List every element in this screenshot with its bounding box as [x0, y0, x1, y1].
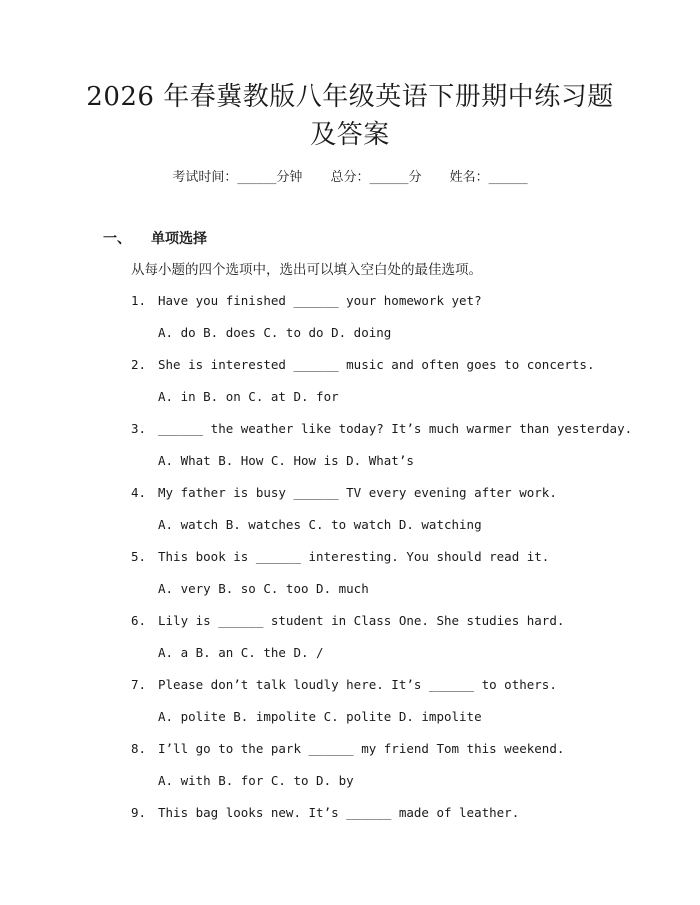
- question-number: 1.: [131, 293, 147, 308]
- question-text: This book is ______ interesting. You should read it.: [158, 549, 550, 564]
- question-number: 3.: [131, 421, 147, 436]
- question-number: 2.: [131, 357, 147, 372]
- question-options: A. watch B. watches C. to watch D. watching: [158, 517, 482, 532]
- question-item: [131, 675, 671, 707]
- question-text: This bag looks new. It’s ______ made of leather.: [158, 805, 520, 820]
- question-options: A. do B. does C. to do D. doing: [158, 325, 392, 340]
- section-heading: [103, 229, 207, 249]
- section-title: 单项选择: [151, 231, 207, 247]
- question-number: 9.: [131, 805, 147, 820]
- question-item: [131, 547, 671, 579]
- title-line-1: 2026 年春冀教版八年级英语下册期中练习题: [86, 82, 614, 112]
- question-text: My father is busy ______ TV every evening after work.: [158, 485, 557, 500]
- question-options: A. very B. so C. too D. much: [158, 581, 369, 596]
- question-item: [131, 739, 671, 771]
- question-text: Lily is ______ student in Class One. She studies hard.: [158, 613, 565, 628]
- question-number: 7.: [131, 677, 147, 692]
- question-number: 5.: [131, 549, 147, 564]
- name-field: 姓名：______: [449, 170, 528, 185]
- question-item: [131, 355, 671, 387]
- question-number: 8.: [131, 741, 147, 756]
- total-score-field: 总分：______分: [330, 170, 422, 185]
- question-list: [131, 291, 671, 835]
- question-options: A. polite B. impolite C. polite D. impolite: [158, 709, 482, 724]
- question-number: 6.: [131, 613, 147, 628]
- question-item: [131, 803, 671, 835]
- question-text: She is interested ______ music and often goes to concerts.: [158, 357, 595, 372]
- question-text: ______ the weather like today? It’s much warmer than yesterday.: [158, 421, 633, 436]
- title-line-2: 及答案: [310, 120, 390, 150]
- question-text: Have you finished ______ your homework yet?: [158, 293, 482, 308]
- question-options: A. in B. on C. at D. for: [158, 389, 339, 404]
- question-item: [131, 483, 671, 515]
- section-instruction: 从每小题的四个选项中，选出可以填入空白处的最佳选项。: [131, 262, 482, 278]
- question-item: [131, 611, 671, 643]
- question-item: [131, 291, 671, 323]
- question-item: [131, 419, 671, 451]
- question-options: A. What B. How C. How is D. What’s: [158, 453, 414, 468]
- question-number: 4.: [131, 485, 147, 500]
- question-options: A. a B. an C. the D. /: [158, 645, 324, 660]
- question-options: A. with B. for C. to D. by: [158, 773, 354, 788]
- section-number: 一、: [103, 231, 131, 247]
- question-text: Please don’t talk loudly here. It’s ______ to others.: [158, 677, 557, 692]
- question-text: I’ll go to the park ______ my friend Tom this weekend.: [158, 741, 565, 756]
- document-title: [60, 78, 640, 154]
- exam-meta: [0, 168, 700, 188]
- exam-time-field: 考试时间：______分钟: [172, 170, 303, 185]
